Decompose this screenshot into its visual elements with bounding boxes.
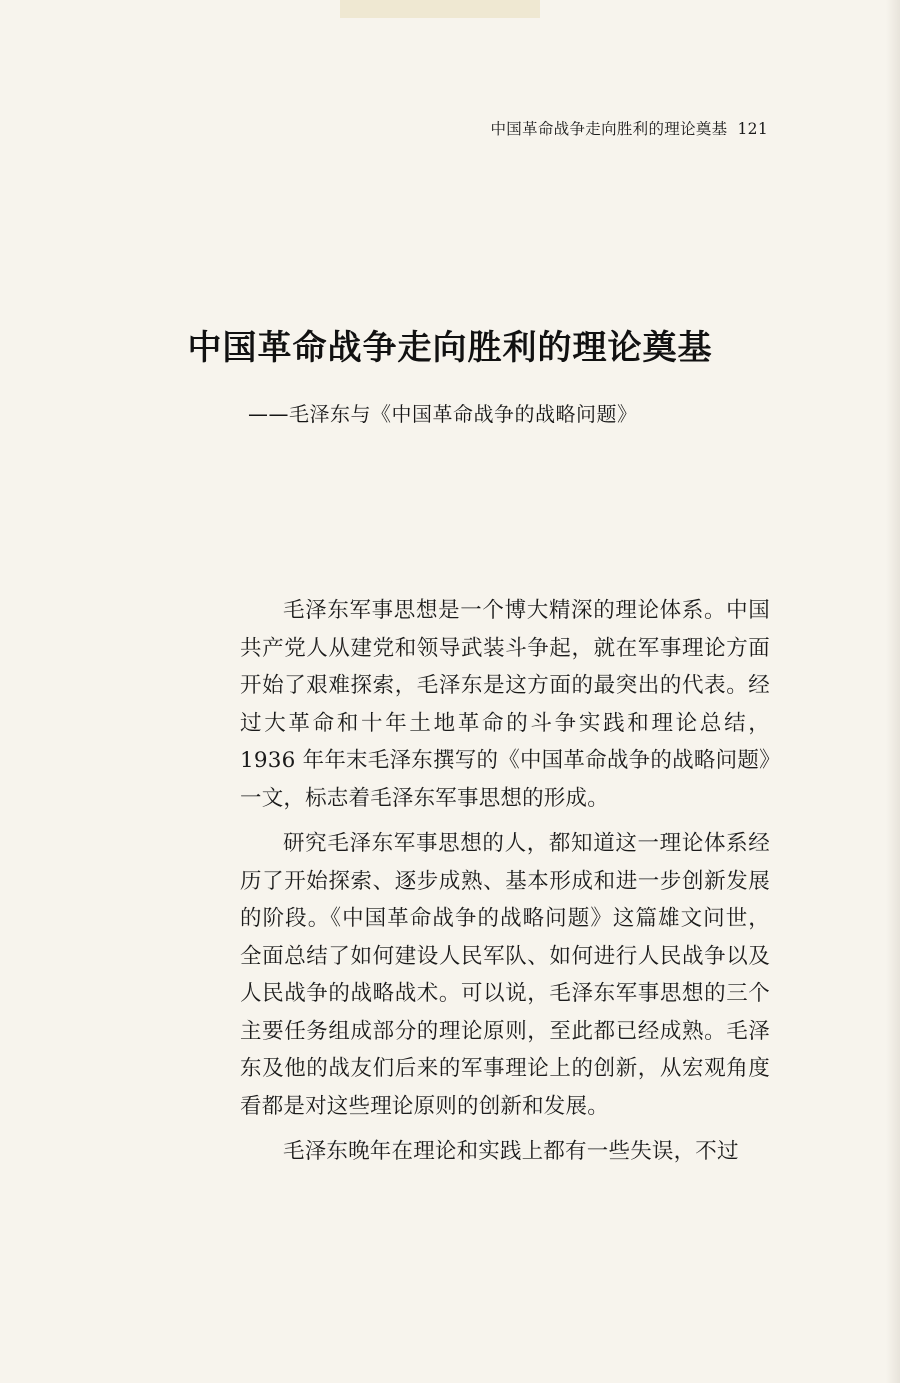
article-body bbox=[240, 592, 770, 1179]
page-edge-shadow bbox=[886, 0, 900, 1383]
page-number: 121 bbox=[737, 120, 768, 138]
paragraph: 研究毛泽东军事思想的人，都知道这一理论体系经历了开始探索、逐步成熟、基本形成和进一步创新发展的阶段。《中国革命战争的战略问题》这篇雄文问世，全面总结了如何建设人民军队、如何进行人民战争以及人民战争的战略战术。可以说，毛泽东军事思想的三个主要任务组成部分的理论原则，至此都已经成熟。毛泽东及他的战友们后来的军事理论上的创新，从宏观角度看都是对这些理论原则的创新和发展。 bbox=[240, 831, 770, 1119]
running-header-title: 中国革命战争走向胜利的理论奠基 bbox=[490, 120, 728, 138]
paragraph: 毛泽东晚年在理论和实践上都有一些失误，不过 bbox=[283, 1139, 739, 1164]
running-header bbox=[490, 117, 768, 139]
article-title: 中国革命战争走向胜利的理论奠基 bbox=[187, 328, 713, 368]
article-subtitle: ——毛泽东与《中国革命战争的战略问题》 bbox=[248, 402, 638, 426]
page-stain bbox=[340, 0, 540, 18]
paragraph: 毛泽东军事思想是一个博大精深的理论体系。中国共产党人从建党和领导武装斗争起，就在军事理论方面开始了艰难探索，毛泽东是这方面的最突出的代表。经过大革命和十年土地革命的斗争实践和理论总结，1936 年年末毛泽东撰写的《中国革命战争的战略问题》一文，标志着毛泽东军事思想的形成。 bbox=[240, 598, 770, 811]
